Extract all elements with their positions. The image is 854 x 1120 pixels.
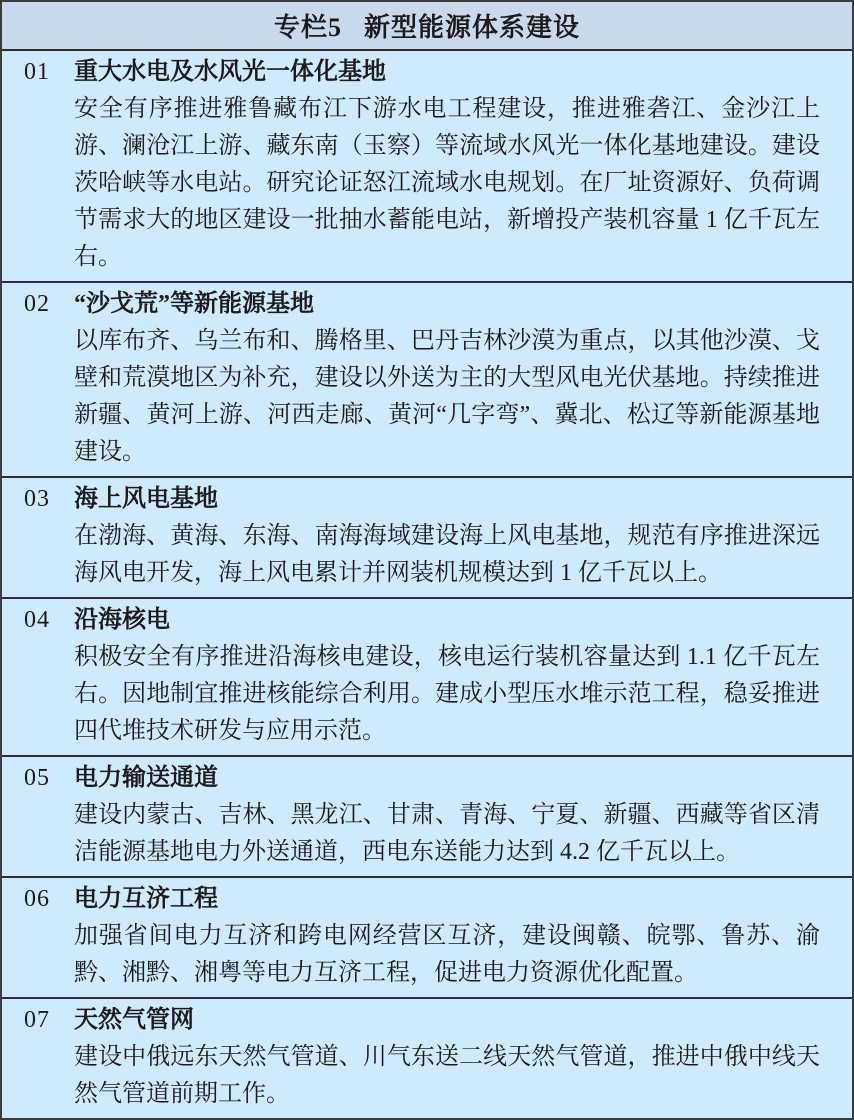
section-heading: 天然气管网 xyxy=(74,1007,194,1033)
section-head xyxy=(24,1002,820,1039)
section-heading: “沙戈荒”等新能源基地 xyxy=(74,291,314,317)
section-head xyxy=(24,54,820,91)
section-heading: 电力输送通道 xyxy=(74,765,218,791)
section-row xyxy=(2,51,852,283)
section-row xyxy=(2,878,852,999)
section-body: 在渤海、黄海、东海、南海海域建设海上风电基地，规范有序推进深远海风电开发，海上风电累计并网装机规模达到 1 亿千瓦以上。 xyxy=(74,523,820,586)
section-head xyxy=(24,881,820,918)
section-row xyxy=(2,478,852,599)
section-heading: 海上风电基地 xyxy=(74,486,218,512)
section-body: 安全有序推进雅鲁藏布江下游水电工程建设，推进雅砻江、金沙江上游、澜沧江上游、藏东南（玉察）等流域水风光一体化基地建设。建设茨哈峡等水电站。研究论证怒江流域水电规划。在厂址资源好、负荷调节需求大的地区建设一批抽水蓄能电站，新增投产装机容量 1 亿千瓦左右。 xyxy=(74,96,820,270)
section-body: 建设内蒙古、吉林、黑龙江、甘肃、青海、宁夏、新疆、西藏等省区清洁能源基地电力外送通道，西电东送能力达到 4.2 亿千瓦以上。 xyxy=(74,802,820,865)
section-number: 06 xyxy=(24,886,50,912)
section-number: 03 xyxy=(24,486,50,512)
box-title-text: 新型能源体系建设 xyxy=(364,13,581,42)
section-heading: 重大水电及水风光一体化基地 xyxy=(74,59,386,85)
section-number: 05 xyxy=(24,765,50,791)
section-row xyxy=(2,599,852,757)
section-row xyxy=(2,999,852,1118)
section-number: 04 xyxy=(24,607,50,633)
section-head xyxy=(24,602,820,639)
section-heading: 沿海核电 xyxy=(74,607,170,633)
section-heading: 电力互济工程 xyxy=(74,886,218,912)
section-number: 02 xyxy=(24,291,50,317)
section-head xyxy=(24,760,820,797)
section-body: 建设中俄远东天然气管道、川气东送二线天然气管道，推进中俄中线天然气管道前期工作。 xyxy=(74,1044,820,1107)
section-head xyxy=(24,286,820,323)
section-number: 07 xyxy=(24,1007,50,1033)
section-number: 01 xyxy=(24,59,50,85)
section-body: 加强省间电力互济和跨电网经营区互济，建设闽赣、皖鄂、鲁苏、渝黔、湘黔、湘粤等电力互济工程，促进电力资源优化配置。 xyxy=(74,923,820,986)
section-body: 以库布齐、乌兰布和、腾格里、巴丹吉林沙漠为重点，以其他沙漠、戈壁和荒漠地区为补充，建设以外送为主的大型风电光伏基地。持续推进新疆、黄河上游、河西走廊、黄河“几字弯”、冀北、松辽等新能源基地建设。 xyxy=(74,328,820,465)
section-body: 积极安全有序推进沿海核电建设，核电运行装机容量达到 1.1 亿千瓦左右。因地制宜推进核能综合利用。建成小型压水堆示范工程，稳妥推进四代堆技术研发与应用示范。 xyxy=(74,644,820,744)
box-title xyxy=(2,2,852,51)
section-head xyxy=(24,481,820,518)
box-title-prefix: 专栏5 xyxy=(273,13,342,42)
section-row xyxy=(2,283,852,478)
section-row xyxy=(2,757,852,878)
